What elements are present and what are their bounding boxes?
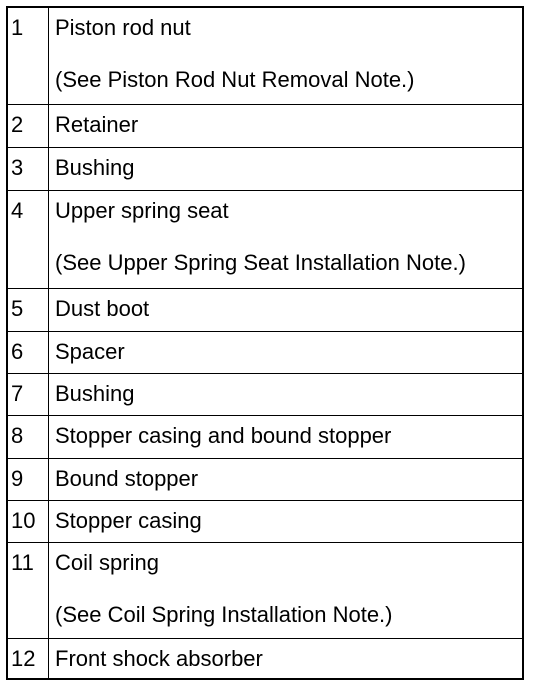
item-number: 3	[8, 147, 49, 190]
table-row	[8, 8, 522, 104]
item-note: (See Piston Rod Nut Removal Note.)	[55, 67, 415, 93]
item-description	[49, 331, 523, 373]
table-row	[8, 542, 522, 638]
item-label: Bushing	[55, 154, 135, 180]
item-label: Spacer	[55, 338, 125, 364]
item-description	[49, 500, 523, 542]
parts-table-frame	[6, 6, 524, 680]
item-description	[49, 542, 523, 638]
item-number: 4	[8, 190, 49, 288]
item-number: 9	[8, 458, 49, 500]
item-label: Dust boot	[55, 295, 150, 321]
table-row	[8, 147, 522, 190]
item-description	[49, 373, 523, 415]
item-label: Piston rod nut	[55, 15, 191, 40]
item-number: 12	[8, 638, 49, 678]
item-label: Retainer	[55, 111, 139, 137]
table-row	[8, 190, 522, 288]
item-number: 11	[8, 542, 49, 638]
item-description	[49, 288, 523, 331]
item-description	[49, 8, 523, 104]
item-label: Stopper casing	[55, 507, 202, 533]
item-description	[49, 104, 523, 147]
item-number: 5	[8, 288, 49, 331]
table-row	[8, 331, 522, 373]
item-description	[49, 458, 523, 500]
item-note: (See Coil Spring Installation Note.)	[55, 601, 393, 627]
item-note: (See Upper Spring Seat Installation Note.)	[55, 249, 466, 275]
item-number: 7	[8, 373, 49, 415]
table-row	[8, 104, 522, 147]
item-label: Bushing	[55, 380, 135, 406]
item-label: Coil spring	[55, 549, 159, 575]
item-label: Upper spring seat	[55, 197, 229, 223]
item-description	[49, 147, 523, 190]
item-label: Stopper casing and bound stopper	[55, 422, 392, 448]
table-row	[8, 288, 522, 331]
table-row	[8, 415, 522, 458]
item-description	[49, 190, 523, 288]
item-description	[49, 638, 523, 678]
item-description	[49, 415, 523, 458]
table-row	[8, 638, 522, 678]
parts-table	[8, 8, 522, 678]
item-label: Bound stopper	[55, 465, 199, 491]
item-number: 8	[8, 415, 49, 458]
item-number: 10	[8, 500, 49, 542]
item-number: 1	[8, 8, 49, 104]
item-number: 6	[8, 331, 49, 373]
table-row	[8, 373, 522, 415]
table-row	[8, 458, 522, 500]
item-label: Front shock absorber	[55, 645, 263, 671]
item-number: 2	[8, 104, 49, 147]
table-row	[8, 500, 522, 542]
